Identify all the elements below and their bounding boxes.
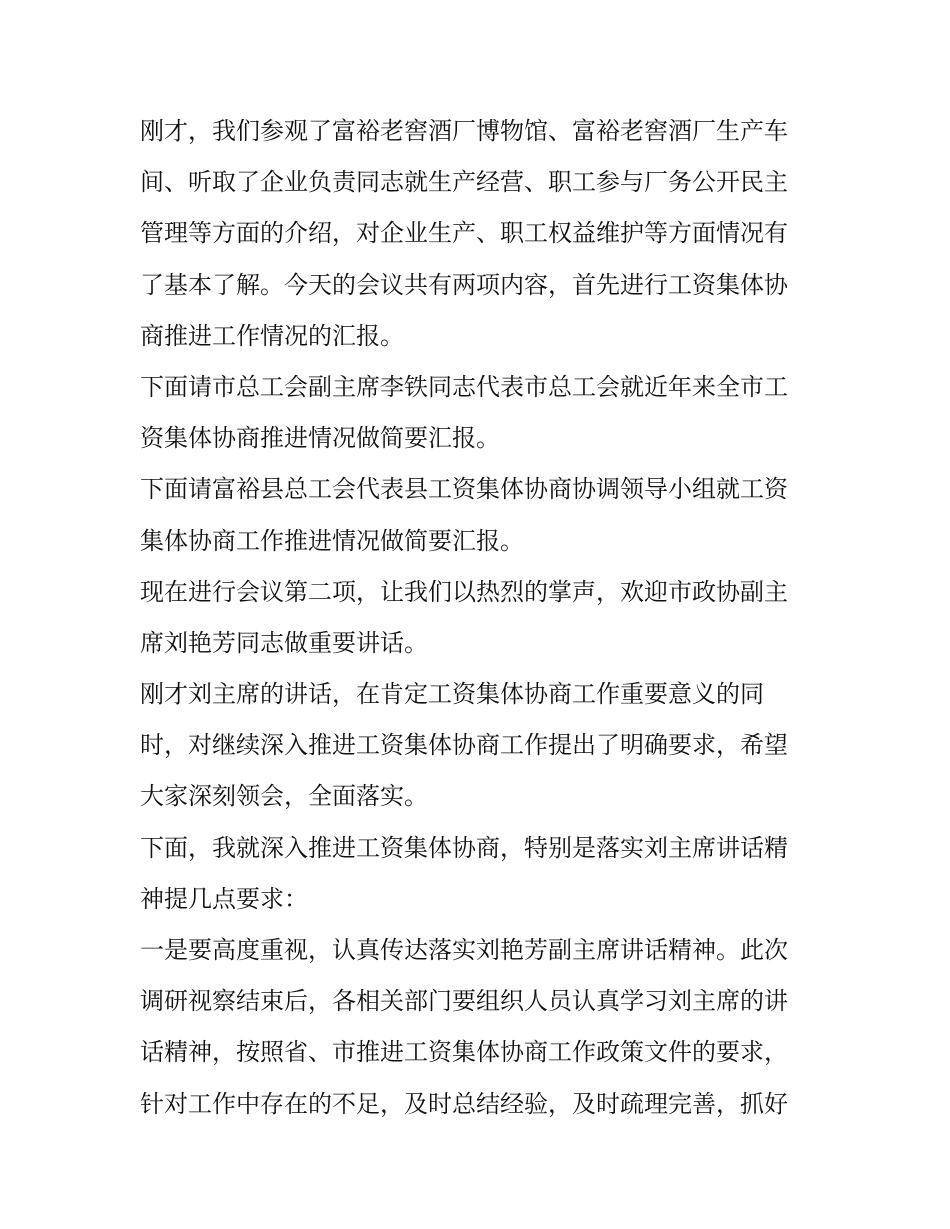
text-line: 下面请富裕县总工会代表县工资集体协商协调领导小组就工资 bbox=[140, 475, 788, 504]
text-line: 下面，我就深入推进工资集体协商，特别是落实刘主席讲话精 bbox=[140, 833, 788, 862]
text-line: 现在进行会议第二项，让我们以热烈的掌声，欢迎市政协副主 bbox=[140, 577, 788, 606]
text-line: 下面请市总工会副主席李铁同志代表市总工会就近年来全市工 bbox=[140, 372, 788, 401]
text-line: 集体协商工作推进情况做简要汇报。 bbox=[140, 526, 524, 555]
text-line: 间、听取了企业负责同志就生产经营、职工参与厂务公开民主 bbox=[140, 168, 788, 197]
text-line: 刚才刘主席的讲话，在肯定工资集体协商工作重要意义的同 bbox=[140, 680, 764, 709]
text-line: 一是要高度重视，认真传达落实刘艳芳副主席讲话精神。此次 bbox=[140, 936, 788, 964]
text-line: 资集体协商推进情况做简要汇报。 bbox=[140, 424, 500, 453]
text-line: 刚才，我们参观了富裕老窖酒厂博物馆、富裕老窖酒厂生产车 bbox=[140, 117, 788, 145]
text-line: 商推进工作情况的汇报。 bbox=[140, 321, 404, 350]
text-line: 话精神，按照省、市推进工资集体协商工作政策文件的要求， bbox=[140, 1038, 788, 1067]
text-line: 了基本了解。今天的会议共有两项内容，首先进行工资集体协 bbox=[140, 270, 788, 299]
text-line: 席刘艳芳同志做重要讲话。 bbox=[140, 628, 428, 657]
document-body bbox=[140, 106, 812, 1130]
text-line: 时，对继续深入推进工资集体协商工作提出了明确要求，希望 bbox=[140, 731, 788, 760]
text-line: 大家深刻领会，全面落实。 bbox=[140, 782, 428, 811]
text-line: 调研视察结束后，各相关部门要组织人员认真学习刘主席的讲 bbox=[140, 987, 788, 1016]
text-line: 神提几点要求： bbox=[140, 884, 308, 913]
text-line: 针对工作中存在的不足，及时总结经验，及时疏理完善，抓好 bbox=[140, 1089, 788, 1118]
text-line: 管理等方面的介绍，对企业生产、职工权益维护等方面情况有 bbox=[140, 219, 788, 248]
